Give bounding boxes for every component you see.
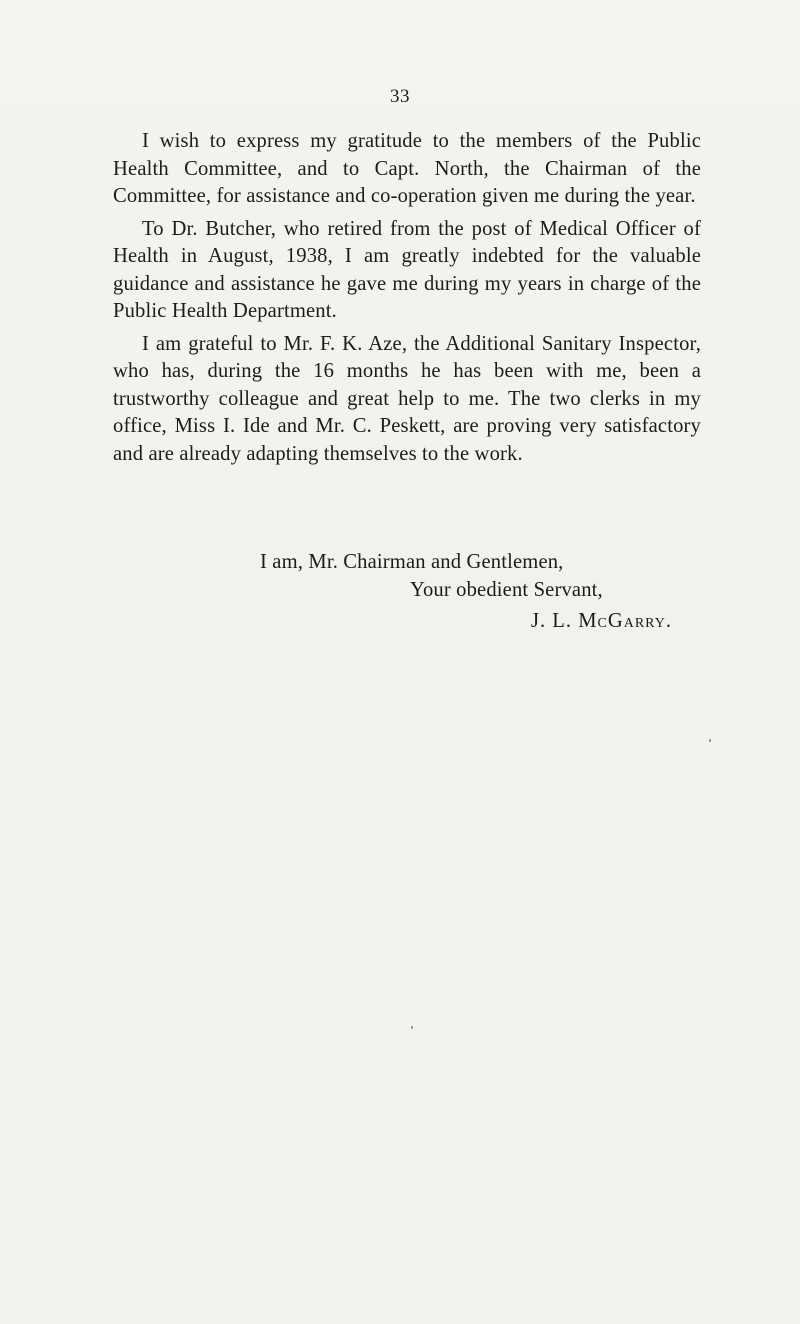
paragraph-dr-butcher: To Dr. Butcher, who retired from the post of Medical Officer of Health in August, 1938, I am greatly indebted for the valuable guidance and assistance he gave me during my years in charge of the Public Health Department. (113, 217, 701, 322)
page-number: 33 (390, 86, 410, 107)
salutation: I am, Mr. Chairman and Gentlemen, (260, 551, 564, 573)
letter-body (113, 128, 701, 632)
scan-speck (411, 1026, 413, 1029)
paragraph-staff: I am grateful to Mr. F. K. Aze, the Additional Sanitary Inspector, who has, during the 16 months he has been with me, been a trustworthy colleague and great help to me. The two clerks in my office, Miss I. Ide and Mr. C. Peskett, are proving very satisfactory and are already adapting themselves to the work. (113, 332, 701, 465)
letter-closing (113, 548, 701, 635)
paragraph-gratitude: I wish to express my gratitude to the members of the Public Health Committee, and to Capt. North, the Chairman of the Committee, for assistance and co-operation given me during the year. (113, 130, 701, 207)
signature: J. L. McGarry. (531, 610, 672, 632)
scan-speck (709, 739, 711, 742)
valediction: Your obedient Servant, (410, 579, 603, 601)
